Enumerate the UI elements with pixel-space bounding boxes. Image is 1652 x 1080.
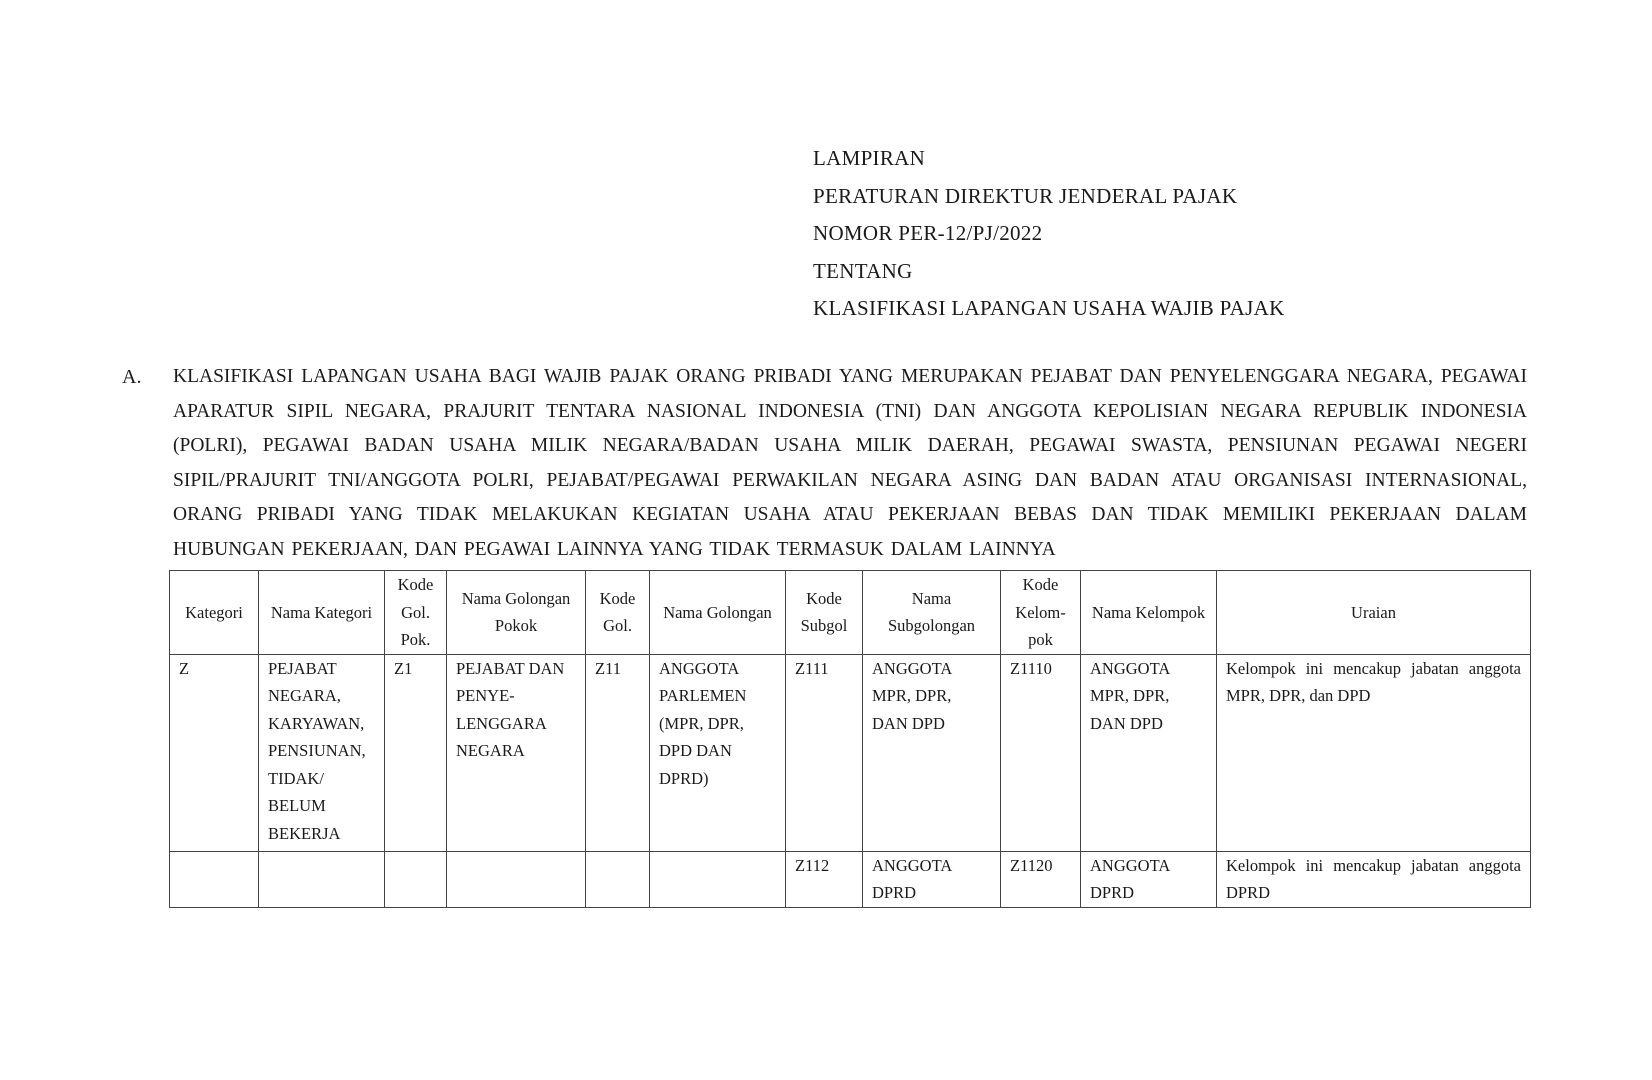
cell-nama-golongan [650,851,786,907]
cell-kategori [170,851,259,907]
header-kode-subgol: Kode Subgol [786,571,863,655]
header-nama-subgolongan: Nama Subgolongan [863,571,1001,655]
header-kode-gol-pok: Kode Gol. Pok. [385,571,447,655]
header-nama-kategori: Nama Kategori [259,571,385,655]
header-nama-kelompok: Nama Kelompok [1081,571,1217,655]
classification-table [169,570,1531,908]
header-uraian: Uraian [1217,571,1531,655]
table-header-row [170,571,1531,655]
cell-kode-gol-pok: Z1 [385,654,447,851]
cell-nama-subgolongan: ANGGOTA DPRD [863,851,1001,907]
cell-nama-kategori: PEJABAT NEGARA, KARYAWAN, PENSIUNAN, TIDAK/ BELUM BEKERJA [259,654,385,851]
table-row [170,654,1531,851]
header-tentang: TENTANG [813,258,913,283]
header-kategori: Kategori [170,571,259,655]
cell-nama-kelompok: ANGGOTA MPR, DPR, DAN DPD [1081,654,1217,851]
cell-nama-kategori [259,851,385,907]
cell-kategori: Z [170,654,259,851]
section-marker: A. [122,366,142,388]
header-subject: KLASIFIKASI LAPANGAN USAHA WAJIB PAJAK [813,296,1285,320]
cell-kode-subgol: Z112 [786,851,863,907]
cell-nama-golongan: ANGGOTA PARLEMEN (MPR, DPR, DPD DAN DPRD) [650,654,786,851]
classification-table-wrap [169,570,1531,908]
cell-nama-golongan-pokok [447,851,586,907]
header-kode-gol: Kode Gol. [586,571,650,655]
header-nama-golongan-pokok: Nama Golongan Pokok [447,571,586,655]
cell-kode-kelompok: Z1110 [1001,654,1081,851]
document-header [813,140,1285,328]
cell-nama-subgolongan: ANGGOTA MPR, DPR, DAN DPD [863,654,1001,851]
cell-uraian: Kelompok ini mencakup jabatan anggota MPR, DPR, dan DPD [1217,654,1531,851]
section-heading-text: KLASIFIKASI LAPANGAN USAHA BAGI WAJIB PAJAK ORANG PRIBADI YANG MERUPAKAN PEJABAT DAN PENYELENGGARA NEGARA, PEGAWAI APARATUR SIPIL NEGARA, PRAJURIT TENTARA NASIONAL INDONESIA (TNI) DAN ANGGOTA KEPOLISIAN NEGARA REPUBLIK INDONESIA (POLRI), PEGAWAI BADAN USAHA MILIK NEGARA/BADAN USAHA MILIK DAERAH, PEGAWAI SWASTA, PENSIUNAN PEGAWAI NEGERI SIPIL/PRAJURIT TNI/ANGGOTA POLRI, PEJABAT/PEGAWAI PERWAKILAN NEGARA ASING DAN BADAN ATAU ORGANISASI INTERNASIONAL, ORANG PRIBADI YANG TIDAK MELAKUKAN KEGIATAN USAHA ATAU PEKERJAAN BEBAS DAN TIDAK MEMILIKI PEKERJAAN DALAM HUBUNGAN PEKERJAAN, DAN PEGAWAI LAINNYA YANG TIDAK TERMASUK DALAM LAINNYA [173,366,1527,560]
header-kode-kelompok: Kode Kelom-pok [1001,571,1081,655]
cell-kode-kelompok: Z1120 [1001,851,1081,907]
cell-kode-gol: Z11 [586,654,650,851]
cell-kode-gol [586,851,650,907]
header-nama-golongan: Nama Golongan [650,571,786,655]
cell-uraian: Kelompok ini mencakup jabatan anggota DPRD [1217,851,1531,907]
cell-kode-gol-pok [385,851,447,907]
cell-nama-kelompok: ANGGOTA DPRD [1081,851,1217,907]
header-regulation: PERATURAN DIREKTUR JENDERAL PAJAK [813,183,1238,208]
cell-kode-subgol: Z111 [786,654,863,851]
cell-nama-golongan-pokok: PEJABAT DAN PENYE-LENGGARA NEGARA [447,654,586,851]
header-lampiran: LAMPIRAN [813,146,926,170]
table-row [170,851,1531,907]
header-number: NOMOR PER-12/PJ/2022 [813,221,1043,245]
